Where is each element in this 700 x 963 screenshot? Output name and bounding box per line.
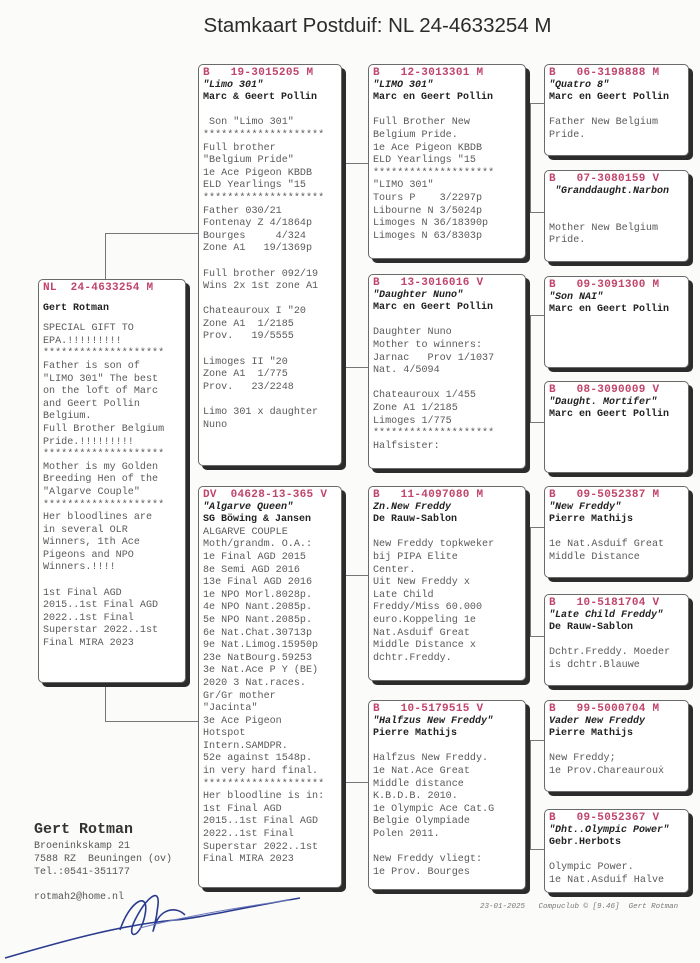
owner-name: SG Böwing & Jansen bbox=[203, 514, 312, 526]
owner-name: Marc en Geert Pollin bbox=[549, 409, 670, 421]
pigeon-notes: ALGARVE COUPLE Moth/grandm. O.A.: 1e Final AGD 2015 8e Semi AGD 2016 13e Final AGD 2016 1e NPO Morl.8028p. 4e NPO Nant.2085p. 5e NPO Nant.2085p. 6e Nat.Chat.30713p 9e Nat.Limog.15950p 23e NatBourg.59253 3e Nat.Ace P Y (BE) 2020 3 Nat.races. Gr/Gr mother "Jacinta" 3e Ace Pigeon Hotspot Intern.SAMDPR. 52e against 1548p. in very hard final. ******************** Her bloodline is in: 1st Final AGD 2015..1st Final AGD 2022..1st Final Superstar 2022..1st Final MIRA 2023 bbox=[203, 526, 325, 866]
ring-number: B 06-3198888 M bbox=[549, 67, 660, 79]
owner-name: Marc en Geert Pollin bbox=[549, 92, 670, 104]
great-grandparent-card bbox=[544, 170, 689, 262]
great-grandparent-card bbox=[544, 381, 689, 473]
connector-line bbox=[530, 103, 544, 104]
owner-name bbox=[549, 198, 684, 210]
pigeon-notes: Halfzus New Freddy. 1e Nat.Ace Great Middle distance K.B.D.B. 2010. 1e Olympic Ace Cat.G Belgie Olympiade Polen 2011. New Freddy vliegt: 1e Prov. Bourges bbox=[373, 753, 495, 878]
pigeon-name: "Granddaught.Narbon bbox=[549, 185, 670, 197]
owner-name: Marc & Geert Pollin bbox=[203, 92, 318, 104]
great-grandparent-card bbox=[544, 809, 689, 893]
ring-number: B 07-3080159 V bbox=[549, 173, 660, 185]
connector-line bbox=[530, 849, 544, 850]
pigeon-notes: Father New Belgium Pride. bbox=[549, 117, 659, 141]
pigeon-name: "LIMO 301" bbox=[373, 79, 434, 91]
great-grandparent-card bbox=[544, 486, 689, 578]
connector-line bbox=[530, 740, 544, 741]
pigeon-notes: Daughter Nuno Mother to winners: Jarnac Prov 1/1037 Nat. 4/5094 Chateauroux 1/455 Zone A1 1/2185 Limoges 1/775 ******************** Halfsister: bbox=[373, 327, 495, 452]
pigeon-name: Zn.New Freddy bbox=[373, 501, 452, 513]
pigeon-name: "Son NAI" bbox=[549, 291, 604, 303]
owner-city: 7588 RZ Beuningen (ov) bbox=[34, 854, 173, 865]
pigeon-notes: Olympic Power. 1e Nat.Asduif Halve bbox=[549, 862, 665, 886]
connector-line bbox=[105, 682, 106, 722]
pigeon-name: "Daught. Mortifer" bbox=[549, 396, 658, 408]
owner-name: Gert Rotman bbox=[43, 302, 110, 314]
connector-line bbox=[105, 721, 198, 722]
ring-number: B 09-5052367 V bbox=[549, 812, 660, 824]
connector-line bbox=[105, 233, 106, 283]
print-date: 23-01-2025 bbox=[480, 903, 526, 911]
connector-line bbox=[530, 636, 544, 637]
connector-line bbox=[530, 740, 531, 850]
owner-name: De Rauw-Sablon bbox=[373, 514, 458, 526]
connector-line bbox=[344, 575, 345, 783]
connector-line bbox=[344, 782, 368, 783]
owner-phone: Tel.:0541-351177 bbox=[34, 867, 131, 878]
pigeon-name: "Late Child Freddy" bbox=[549, 609, 664, 621]
connector-line bbox=[344, 367, 368, 368]
subject-pigeon-card bbox=[38, 279, 186, 683]
connector-line bbox=[530, 103, 531, 213]
ring-number: B 11-4097080 M bbox=[373, 489, 484, 501]
connector-line bbox=[530, 422, 544, 423]
pigeon-name: "New Freddy" bbox=[549, 501, 622, 513]
connector-line bbox=[530, 212, 544, 213]
pigeon-notes: Full Brother New Belgium Pride. 1e Ace Pigeon KBDB ELD Yearlings "15 ******************** "LIMO 301" Tours P 3/2297p Libourne N 3/5024p Limoges N 36/18390p Limoges N 63/8303p bbox=[373, 117, 495, 242]
great-grandparent-card bbox=[544, 700, 689, 792]
connector-line bbox=[344, 163, 368, 164]
pigeon-notes: Son "Limo 301" ******************** Full brother "Belgium Pride" 1e Ace Pigeon KBDB ELD Yearlings "15 ******************** Father 030/21 Fontenay Z 4/1864p Bourges 4/324 Zone A1 19/1369p Full brother 092/19 Wins 2x 1st zone A1 Chateauroux I "20 Zone A1 1/2185 Prov. 19/5555 Limoges II "20 Zone A1 1/775 Prov. 23/2248 Limo 301 x daughter Nuno bbox=[203, 117, 325, 431]
pigeon-notes: SPECIAL GIFT TO EPA.!!!!!!!!! ******************** Father is son of "LIMO 301" The best on the loft of Marc and Geert Pollin Belgium. Full Brother Belgium Pride.!!!!!!!!! ******************** Mother is my Golden Breeding Hen of the "Algarve Couple" ******************** Her bloodlines are in several OLR Winners, 1th Ace Pigeons and NPO Winners.!!!! 1st Final AGD 2015..1st Final AGD 2022..1st Final Superstar 2022..1st Final MIRA 2023 bbox=[43, 323, 165, 650]
pigeon-notes: New Freddy; 1e Prov.Chareaurouẋ bbox=[549, 753, 665, 777]
owner-name: Marc en Geert Pollin bbox=[549, 304, 670, 316]
owner-email[interactable]: rotmah2@home.nl bbox=[34, 892, 125, 903]
connector-line bbox=[530, 315, 544, 316]
owner-name: De Rauw-Sablon bbox=[549, 622, 634, 634]
pigeon-name: Vader New Freddy bbox=[549, 715, 646, 727]
pigeon-name: "Quatro 8" bbox=[549, 79, 610, 91]
owner-name: Pierre Mathijs bbox=[373, 728, 458, 740]
ring-number: B 19-3015205 M bbox=[203, 67, 314, 79]
owner-name: Gert Rotman bbox=[34, 821, 134, 838]
ring-number: B 10-5179515 V bbox=[373, 703, 484, 715]
great-grandparent-card bbox=[544, 594, 689, 686]
owner-name: Gebr.Herbots bbox=[549, 837, 622, 849]
connector-line bbox=[530, 527, 531, 637]
ring-number: B 99-5000704 M bbox=[549, 703, 660, 715]
owner-street: Broeninkskamp 21 bbox=[34, 841, 131, 852]
pigeon-name: "Halfzus New Freddy" bbox=[373, 715, 494, 727]
ring-number: B 13-3016016 V bbox=[373, 277, 484, 289]
maternal-grandmother-card bbox=[368, 700, 526, 890]
pigeon-name: "Daughter Nuno" bbox=[373, 289, 464, 301]
pigeon-notes: 1e Nat.Asduif Great Middle Distance bbox=[549, 539, 665, 563]
ring-number: NL 24-4633254 M bbox=[43, 282, 154, 294]
paternal-grandfather-card bbox=[368, 64, 526, 259]
ring-number: B 12-3013301 M bbox=[373, 67, 484, 79]
maternal-grandfather-card bbox=[368, 486, 526, 681]
pigeon-notes: Dchtr.Freddy. Moeder is dchtr.Blauwe bbox=[549, 647, 671, 671]
printed-by: Gert Rotman bbox=[628, 903, 679, 911]
great-grandparent-card bbox=[544, 276, 689, 368]
software-version: Compuclub © [9.46] bbox=[538, 903, 620, 911]
ring-number: B 08-3090009 V bbox=[549, 384, 660, 396]
father-card bbox=[198, 64, 342, 466]
owner-name: Marc en Geert Pollin bbox=[373, 302, 494, 314]
pigeon-name: "Algarve Queen" bbox=[203, 501, 294, 513]
ring-number: B 09-3091300 M bbox=[549, 279, 660, 291]
connector-line bbox=[530, 315, 531, 423]
owner-name: Marc en Geert Pollin bbox=[373, 92, 494, 104]
great-grandparent-card bbox=[544, 64, 689, 156]
owner-name: Pierre Mathijs bbox=[549, 728, 634, 740]
owner-name: Pierre Mathijs bbox=[549, 514, 634, 526]
paternal-grandmother-card bbox=[368, 274, 526, 469]
pigeon-name: "Limo 301" bbox=[203, 79, 264, 91]
mother-card bbox=[198, 486, 342, 888]
connector-line bbox=[530, 527, 544, 528]
connector-line bbox=[344, 163, 345, 368]
page-title: Stamkaart Postduif: NL 24-4633254 M bbox=[203, 14, 552, 37]
print-stamp bbox=[480, 903, 678, 911]
pigeon-notes: Mother New Belgium Pride. bbox=[549, 222, 659, 247]
signature-image bbox=[0, 880, 320, 960]
ring-number: B 10-5181704 V bbox=[549, 597, 660, 609]
pigeon-name: "Dht..Olympic Power" bbox=[549, 824, 670, 836]
connector-line bbox=[344, 575, 368, 576]
ring-number: DV 04628-13-365 V bbox=[203, 489, 328, 501]
connector-line bbox=[105, 233, 198, 234]
ring-number: B 09-5052387 M bbox=[549, 489, 660, 501]
pigeon-notes: New Freddy topkweker bij PIPA Elite Center. Uit New Freddy x Late Child Freddy/Miss 60.000 euro.Koppeling 1e Nat.Asduif Great Middle Distance x dchtr.Freddy. bbox=[373, 539, 495, 664]
